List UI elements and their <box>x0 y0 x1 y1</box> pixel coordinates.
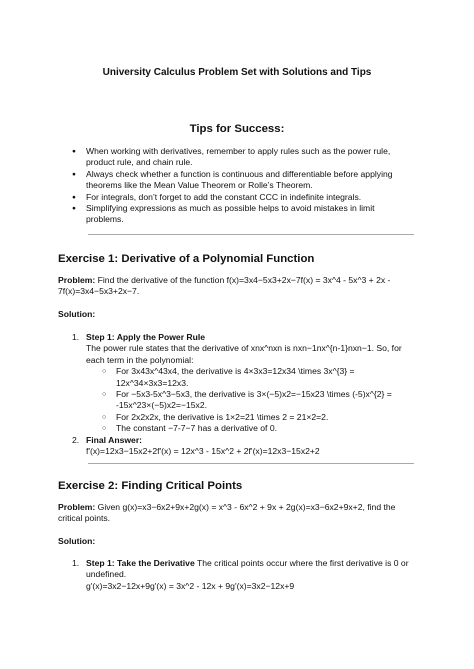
exercise-2-problem <box>58 502 414 525</box>
exercise-2-heading: Exercise 2: Finding Critical Points <box>58 480 243 492</box>
step-formula: g'(x)=3x2−12x+9g'(x) = 3x^2 - 12x + 9g'(x)=3x2−12x+9 <box>86 580 295 591</box>
step-item <box>72 558 414 592</box>
step-number: 1. <box>72 332 80 342</box>
horizontal-divider <box>88 234 414 235</box>
step-text: The critical points occur where the first derivative is 0 or undefined. <box>86 558 409 580</box>
step-number: 2. <box>72 434 80 445</box>
step-item <box>72 332 414 435</box>
tip-item: ● Always check whether a function is continuous and differentiable before applying theorems like the Mean Value Theorem or Rolle’s Theorem. <box>72 169 412 192</box>
step-title: Step 1: Take the Derivative <box>86 558 195 568</box>
step-number: 1. <box>72 558 80 568</box>
sub-item: ○ For 2x2x2x, the derivative is 1×2=21 \times 2 = 21×2=2. <box>102 412 414 423</box>
tips-list <box>72 146 412 226</box>
problem-label: Problem: <box>58 275 96 285</box>
tips-heading: Tips for Success: <box>189 123 285 135</box>
exercise-1-solution-label: Solution: <box>58 309 96 319</box>
step-text: The power rule states that the derivative of xnx^nxn is nxn−1nx^{n-1}nxn−1. So, for each term in the polynomial: <box>86 343 402 365</box>
tip-item: ● Simplifying expressions as much as possible helps to avoid mistakes in limit problems. <box>72 203 412 226</box>
sub-item: ○ For 3x43x^43x4, the derivative is 4×3x3=12x34 \times 3x^{3} = 12x^34×3x3=12x3. <box>102 366 414 389</box>
step-text: f'(x)=12x3−15x2+2f'(x) = 12x^3 - 15x^2 + 2f'(x)=12x3−15x2+2 <box>86 446 320 457</box>
exercise-2-steps <box>72 558 414 592</box>
problem-text: Find the derivative of the function f(x)=3x4−5x3+2x−7f(x) = 3x^4 - 5x^3 + 2x - 7f(x)=3x4−5x3+2x−7. <box>58 275 391 297</box>
horizontal-divider <box>88 463 414 464</box>
step-item <box>72 435 414 458</box>
tip-item: ● When working with derivatives, remember to apply rules such as the power rule, product rule, and chain rule. <box>72 146 412 169</box>
sub-item: ○ For −5x3-5x^3−5x3, the derivative is 3×(−5)x2=−15x23 \times (-5)x^{2} = -15x^23×(−5)x2=−15x2. <box>102 389 414 412</box>
sub-item: ○ The constant −7-7−7 has a derivative of 0. <box>102 423 414 434</box>
tip-item: ● For integrals, don’t forget to add the constant CCC in indefinite integrals. <box>72 192 412 203</box>
exercise-1-problem <box>58 275 414 298</box>
exercise-1-steps <box>72 332 414 457</box>
step-title: Step 1: Apply the Power Rule <box>86 332 206 342</box>
exercise-1-heading: Exercise 1: Derivative of a Polynomial Function <box>58 253 315 265</box>
document-title: University Calculus Problem Set with Solutions and Tips <box>102 67 372 78</box>
exercise-2-solution-label: Solution: <box>58 536 96 546</box>
problem-label: Problem: <box>58 502 96 512</box>
step-text-block <box>86 558 414 581</box>
step-sublist <box>102 366 414 434</box>
problem-text: Given g(x)=x3−6x2+9x+2g(x) = x^3 - 6x^2 + 9x + 2g(x)=x3−6x2+9x+2, find the critical points. <box>58 502 396 524</box>
step-title: Final Answer: <box>86 434 143 445</box>
